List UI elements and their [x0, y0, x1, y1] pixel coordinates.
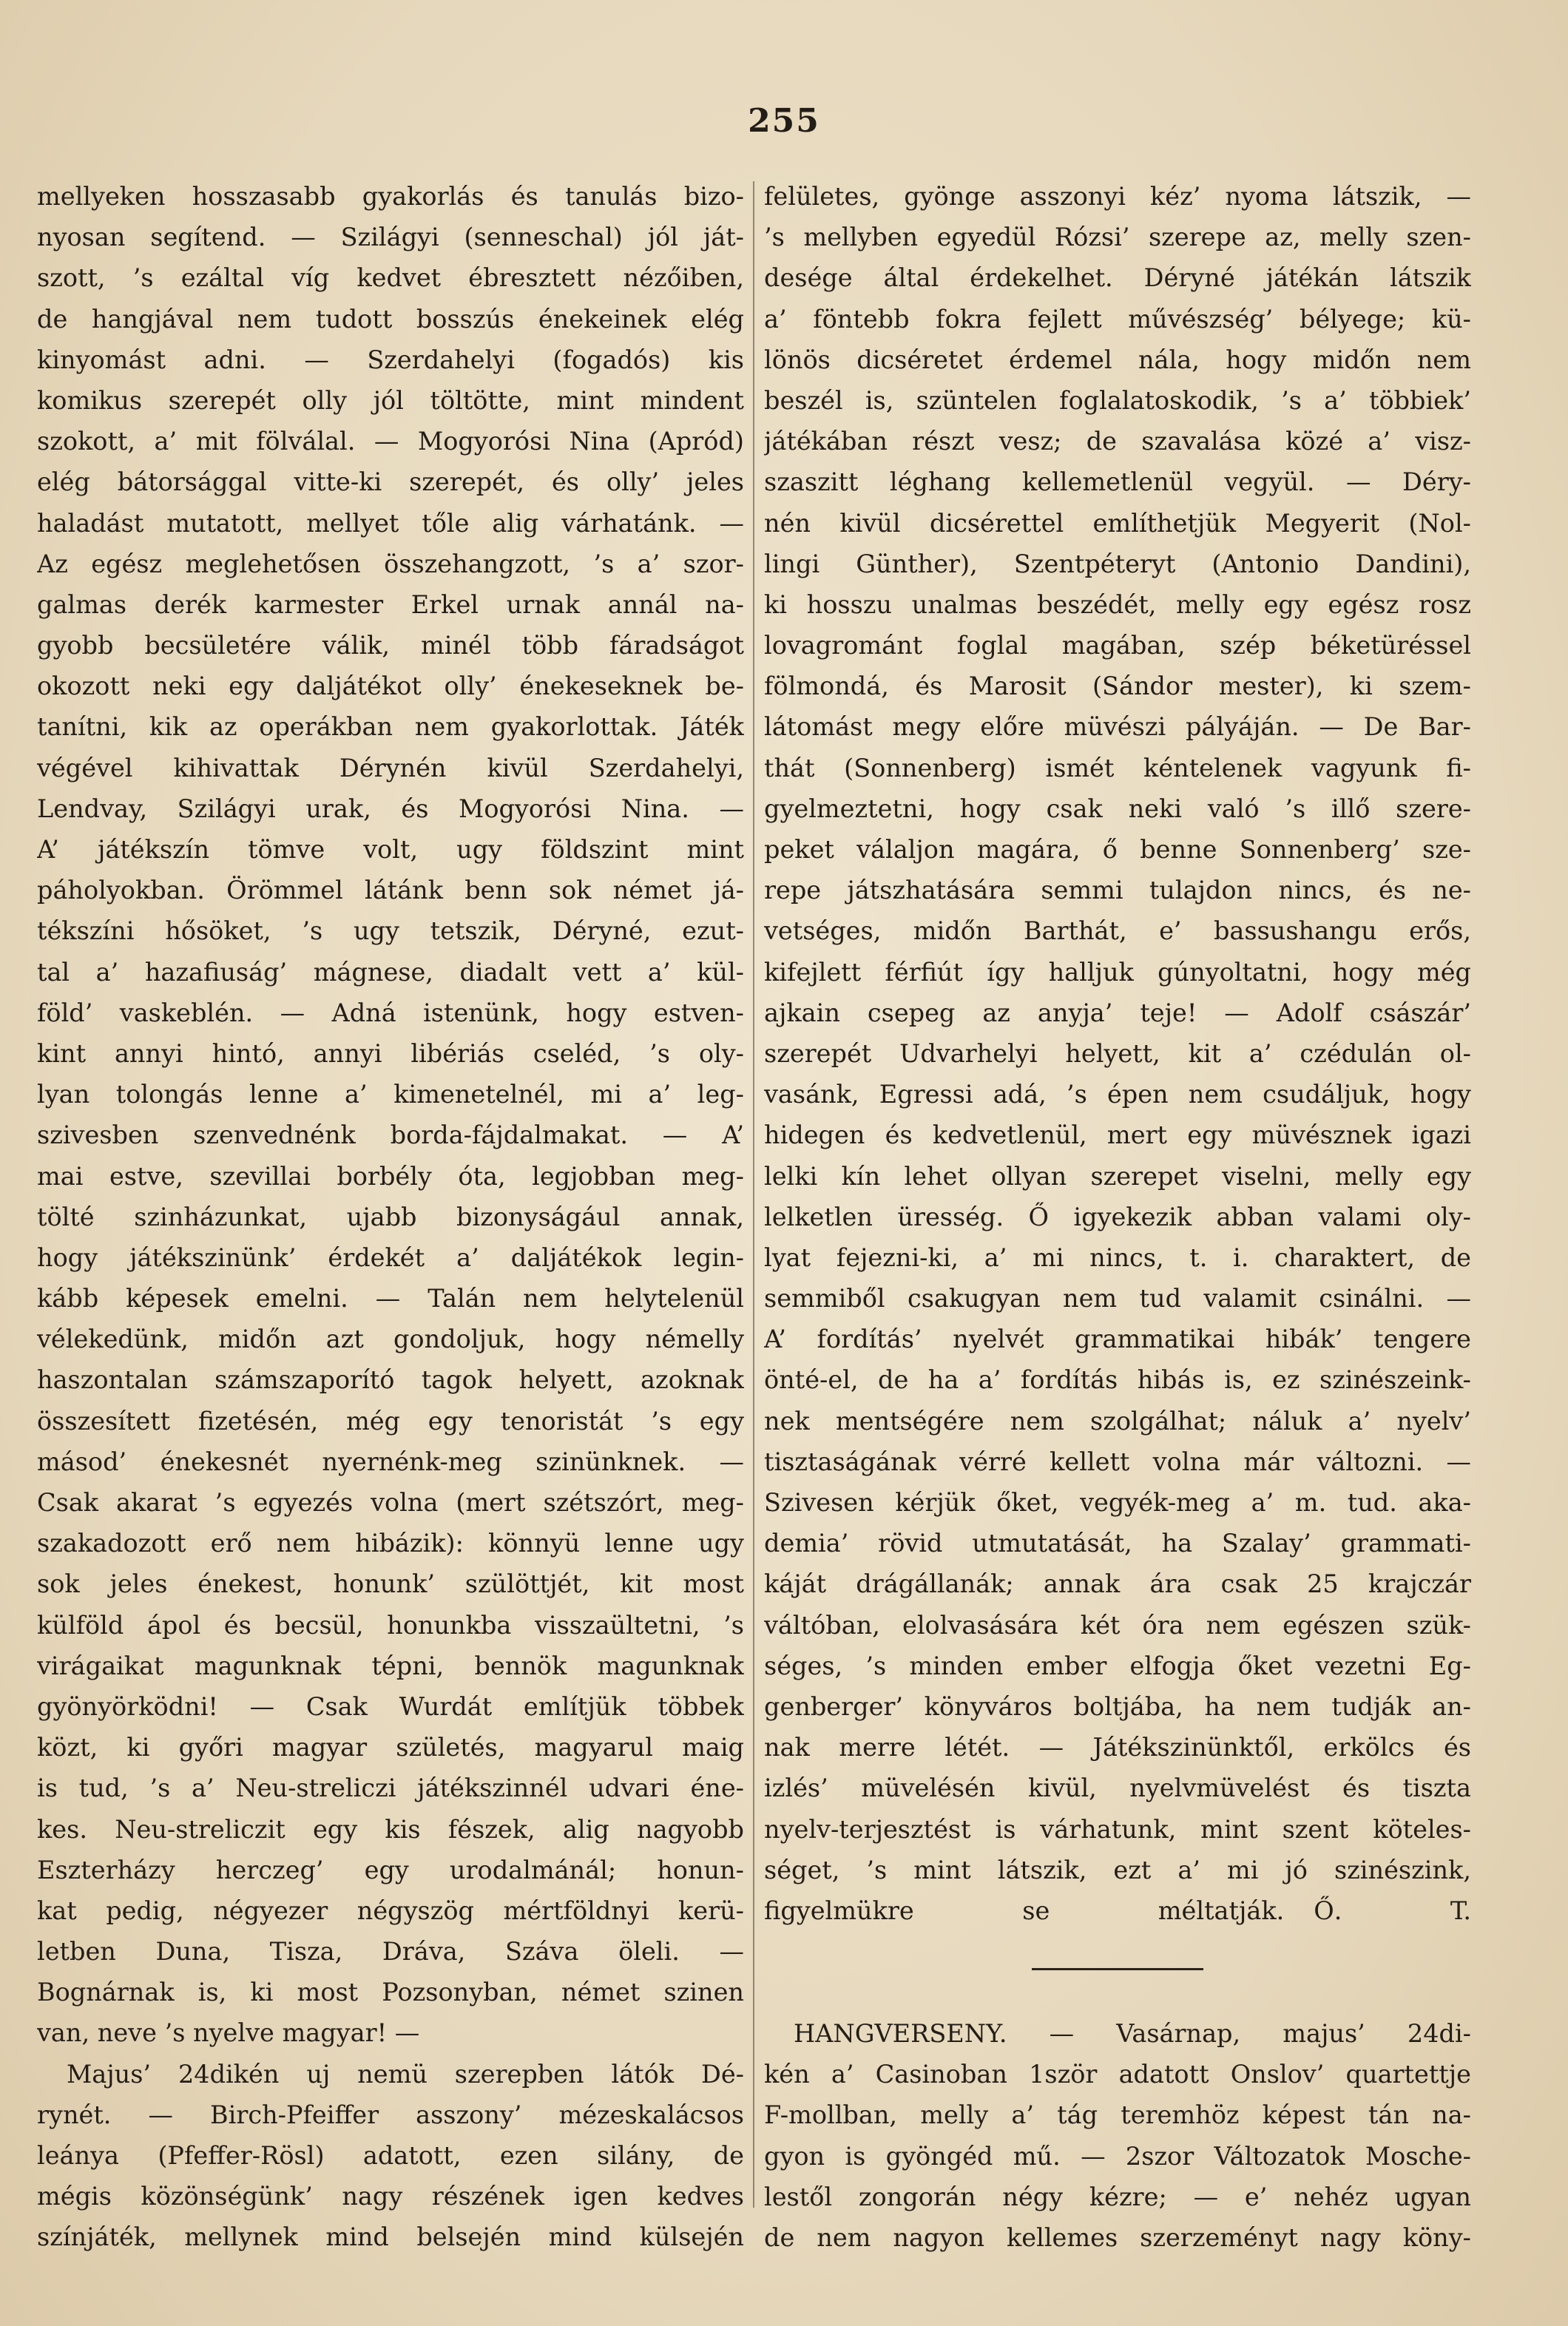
text-line: peket válaljon magára, ő benne Sonnenberg’ sze- [764, 835, 1471, 864]
text-line: a’ föntebb fokra fejlett művészség’ bélyege; kü- [764, 304, 1471, 334]
text-line: virágaikat magunknak tépni, bennök magunknak [37, 1651, 744, 1680]
text-line: nyosan segítend. — Szilágyi (senneschal) jól ját- [37, 223, 744, 252]
text-line: gyobb becsületére válik, minél több fáradságot [37, 631, 744, 660]
left-column [37, 176, 744, 2258]
text-line: lovagrománt foglal magában, szép béketüréssel [764, 631, 1471, 660]
text-line: komikus szerepét olly jól töltötte, mint mindent [37, 385, 744, 415]
text-line: tal a’ hazafiuság’ mágnese, diadalt vett a’ kül- [37, 957, 744, 987]
column-divider [753, 181, 754, 2208]
text-line: közt, ki győri magyar születés, magyarul maig [37, 1733, 744, 1762]
text-line: haszontalan számszaporító tagok helyett, azoknak [37, 1365, 744, 1395]
text-line: ajkain csepeg az anyja’ teje! — Adolf császár’ [764, 998, 1471, 1027]
text-line: ’s mellyben egyedül Rózsi’ szerepe az, melly szen- [764, 223, 1471, 252]
text-line: felületes, gyönge asszonyi kéz’ nyoma látszik, — [764, 182, 1471, 211]
right-column [764, 176, 1471, 2258]
text-line: látomást megy előre müvészi pályáján. — De Bar- [764, 712, 1471, 742]
text-line: tékszíni hősöket, ’s ugy tetszik, Déryné, ezut- [37, 916, 744, 946]
text-line: fölmondá, és Marosit (Sándor mester), ki szem- [764, 672, 1471, 701]
text-line: Bognárnak is, ki most Pozsonyban, német szinen [37, 1978, 744, 2007]
text-line: rynét. — Birch-Pfeiffer asszony’ mézeskalácsos [37, 2100, 744, 2129]
text-line: is tud, ’s a’ Neu-streliczi játékszinnél udvari éne- [37, 1774, 744, 1803]
text-line: mégis közönségünk’ nagy részének igen kedves [37, 2182, 744, 2211]
section-separator [1032, 1968, 1203, 1970]
text-line: F-mollban, melly a’ tág teremhöz képest tán na- [764, 2100, 1471, 2130]
text-line: leánya (Pfeffer-Rösl) adatott, ezen silány, de [37, 2141, 744, 2170]
text-line: kén a’ Casinoban 1ször adatott Onslov’ quartettje [764, 2060, 1471, 2089]
text-line: de hangjával nem tudott bosszús énekeinek elég [37, 304, 744, 334]
text-line: szakadozott erő nem hibázik): könnyü lenne ugy [37, 1529, 744, 1558]
text-line: séges, ’s minden ember elfogja őket vezetni Eg- [764, 1651, 1471, 1680]
text-line: letben Duna, Tisza, Dráva, Száva öleli. — [37, 1937, 744, 1967]
text-line: desége által érdekelhet. Déryné játékán látszik [764, 263, 1471, 293]
text-line: kinyomást adni. — Szerdahelyi (fogadós) kis [37, 345, 744, 374]
text-line: kább képesek emelni. — Talán nem helytelenül [37, 1284, 744, 1314]
closing-line [764, 1890, 1471, 1931]
text-line: Majus’ 24dikén uj nemü szerepben látók Dé- [67, 2059, 744, 2089]
text-line: de nem nagyon kellemes szerzeményt nagy köny- [764, 2223, 1471, 2252]
text-line: vélekedünk, midőn azt gondoljuk, hogy némelly [37, 1325, 744, 1354]
text-line: kint annyi hintó, annyi libériás cseléd, ’s oly- [37, 1038, 744, 1068]
text-line: sok jeles énekest, honunk’ szülöttjét, kit most [37, 1569, 744, 1599]
text-line: játékában részt vesz; de szavalása közé a’ visz- [764, 427, 1471, 456]
text-line: kes. Neu-streliczit egy kis fészek, alig nagyobb [37, 1814, 744, 1844]
text-line: páholyokban. Örömmel látánk benn sok német já- [37, 876, 744, 905]
text-line: végével kihivattak Dérynén kivül Szerdahelyi, [37, 753, 744, 782]
text-line: lönös dicséretet érdemel nála, hogy midőn nem [764, 345, 1471, 374]
text-line: A’ játékszín tömve volt, ugy földszint mint [37, 835, 744, 864]
text-line: elég bátorsággal vitte-ki szerepét, és olly’ jeles [37, 467, 744, 497]
text-line: haladást mutatott, mellyet tőle alig várhatánk. — [37, 508, 744, 538]
text-line: Az egész meglehetősen összehangzott, ’s a’ szor- [37, 549, 744, 578]
text-line: Lendvay, Szilágyi urak, és Mogyorósi Nina. — [37, 794, 744, 823]
text-line: nyelv-terjesztést is várhatunk, mint szent köteles- [764, 1814, 1471, 1844]
text-line: káját drágállanák; annak ára csak 25 krajczár [764, 1569, 1471, 1599]
text-line: A’ fordítás’ nyelvét grammatikai hibák’ tengere [764, 1325, 1471, 1354]
text-line: demia’ rövid utmutatását, ha Szalay’ grammati- [764, 1529, 1471, 1558]
text-line: szivesben szenvednénk borda-fájdalmakat. — A’ [37, 1120, 744, 1150]
text-line: színjáték, mellynek mind belsején mind külsején [37, 2222, 744, 2252]
text-line: lestől zongorán négy kézre; — e’ nehéz ugyan [764, 2182, 1471, 2211]
text-line: másod’ énekesnét nyernénk-meg szinünknek. — [37, 1447, 744, 1476]
text-line: van, neve ’s nyelve magyar! — [37, 2018, 420, 2048]
text-line: gyelmeztetni, hogy csak neki való ’s illő szere- [764, 794, 1471, 823]
text-line: HANGVERSENY. — Vasárnap, majus’ 24di- [794, 2019, 1471, 2049]
text-line: thát (Sonnenberg) ismét kéntelenek vagyunk fi- [764, 753, 1471, 782]
text-line: nak merre létét. — Játékszinünktől, erkölcs és [764, 1733, 1471, 1762]
text-line: összesített fizetésén, még egy tenoristát ’s egy [37, 1406, 744, 1436]
text-line: hidegen és kedvetlenül, mert egy müvésznek igazi [764, 1120, 1471, 1150]
text-line: nek mentségére nem szolgálhat; náluk a’ nyelv’ [764, 1406, 1471, 1436]
text-line: beszél is, szüntelen foglalatoskodik, ’s a’ többiek’ [764, 385, 1471, 415]
text-line: gyönyörködni! — Csak Wurdát említjük többek [37, 1691, 744, 1721]
text-line: Szivesen kérjük őket, vegyék-meg a’ m. tud. aka- [764, 1488, 1471, 1517]
page-number: 255 [748, 102, 820, 140]
text-line: tisztaságának vérré kellett volna már változni. — [764, 1447, 1471, 1476]
text-line: hogy játékszinünk’ érdekét a’ daljátékok legin- [37, 1243, 744, 1272]
text-line: tölté szinházunkat, ujabb bizonyságául annak, [37, 1202, 744, 1231]
text-line: vetséges, midőn Barthát, e’ bassushangu erős, [764, 916, 1471, 946]
text-line: lelketlen üresség. Ő igyekezik abban valami oly- [764, 1202, 1471, 1231]
text-line: lelki kín lehet ollyan szerepet viselni, melly egy [764, 1161, 1471, 1191]
text-line: szott, ’s ezáltal víg kedvet ébresztett nézőiben, [37, 263, 744, 293]
text-line: genberger’ könyváros boltjába, ha nem tudják an- [764, 1691, 1471, 1721]
text-line: váltóban, elolvasására két óra nem egészen szük- [764, 1610, 1471, 1640]
text-line: önté-el, de ha a’ fordítás hibás is, ez szinészeink- [764, 1365, 1471, 1395]
text-line: séget, ’s mint látszik, ezt a’ mi jó szinészink, [764, 1855, 1471, 1884]
text-line: lyat fejezni-ki, a’ mi nincs, t. i. charaktert, de [764, 1243, 1471, 1272]
text-line: semmiből csakugyan nem tud valamit csinálni. — [764, 1284, 1471, 1314]
text-line: külföld ápol és becsül, honunkba visszaültetni, ’s [37, 1610, 744, 1640]
text-line: izlés’ müvelésén kivül, nyelvmüvelést és tiszta [764, 1774, 1471, 1803]
text-line: gyon is gyöngéd mű. — 2szor Változatok Mosche- [764, 2141, 1471, 2171]
text-line: szerepét Udvarhelyi helyett, kit a’ czédulán ol- [764, 1038, 1471, 1068]
text-line: mai estve, szevillai borbély óta, legjobban meg- [37, 1161, 744, 1191]
text-line: ki hosszu unalmas beszédét, melly egy egész rosz [764, 589, 1471, 619]
text-line: kifejlett férfiút így halljuk gúnyoltatni, hogy még [764, 957, 1471, 987]
text-line: vasánk, Egressi adá, ’s épen nem csudáljuk, hogy [764, 1080, 1471, 1109]
text-line: Eszterházy herczeg’ egy urodalmánál; honun- [37, 1855, 744, 1884]
text-line: Csak akarat ’s egyezés volna (mert szétszórt, meg- [37, 1488, 744, 1517]
text-line: tanítni, kik az operákban nem gyakorlottak. Játék [37, 712, 744, 742]
text-line: lingi Günther), Szentpéteryt (Antonio Dandini), [764, 549, 1471, 578]
text-line: szaszitt léghang kellemetlenül vegyül. — Déry- [764, 467, 1471, 497]
text-line: föld’ vaskeblén. — Adná istenünk, hogy estven- [37, 998, 744, 1027]
text-line: galmas derék karmester Erkel urnak annál na- [37, 589, 744, 619]
text-line: szokott, a’ mit fölválal. — Mogyorósi Nina (Apród) [37, 427, 744, 456]
text-line: nén kivül dicsérettel említhetjük Megyerit (Nol- [764, 508, 1471, 538]
text-line: mellyeken hosszasabb gyakorlás és tanulás bizo- [37, 182, 744, 211]
text-line: repe játszhatására semmi tulajdon nincs, és ne- [764, 876, 1471, 905]
closing-text: figyelmükre se méltatják. [764, 1896, 1285, 1925]
author-signature: Ő. T. [1314, 1896, 1471, 1925]
text-line: kat pedig, négyezer négyszög mértföldnyi kerü- [37, 1896, 744, 1925]
text-line: lyan tolongás lenne a’ kimenetelnél, mi a’ leg- [37, 1080, 744, 1109]
text-line: okozott neki egy daljátékot olly’ énekeseknek be- [37, 672, 744, 701]
